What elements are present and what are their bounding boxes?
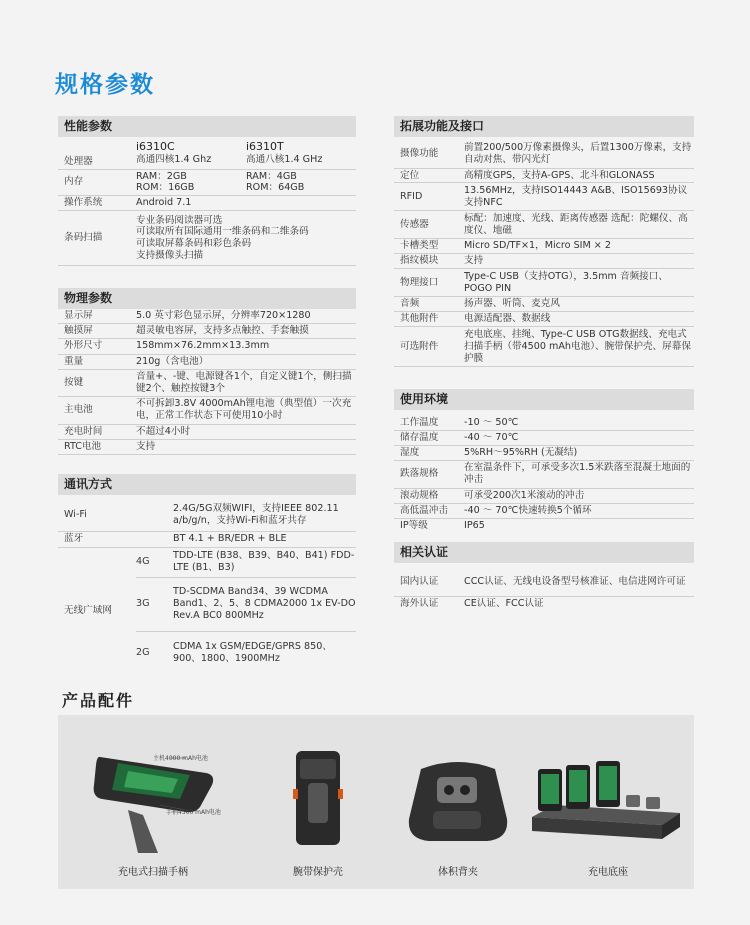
- row-label: 蓝牙: [58, 531, 136, 547]
- row-value: RAM：2GB: [136, 170, 187, 182]
- callout-handle-battery: 手柄4500 mAh电池: [166, 809, 221, 816]
- expansion-section: [394, 116, 694, 367]
- row-value: 5.0 英寸彩色显示屏，分辨率720×1280: [136, 309, 356, 323]
- row-value: 高通八核1.4 GHz: [246, 153, 323, 165]
- row-value: 支持: [136, 439, 356, 454]
- row-label: 充电时间: [58, 424, 136, 439]
- row-value: Type-C USB（支持OTG），3.5mm 音频接口、POGO PIN: [464, 269, 694, 297]
- row-value: 前置200/500万像素摄像头，后置1300万像素，支持自动对焦、带闪光灯: [464, 140, 694, 168]
- row-value: 在室温条件下，可承受多次1.5米跌落至混凝土地面的冲击: [464, 460, 694, 488]
- section-header: 相关认证: [394, 542, 694, 563]
- row-label: 指纹模块: [394, 254, 464, 269]
- row-label: 工作温度: [394, 416, 464, 430]
- communication-section: [58, 474, 356, 675]
- row-value: -40 ～ 70℃快速转换5个循环: [464, 503, 694, 518]
- row-value: 支持: [464, 254, 694, 269]
- row-label: 显示屏: [58, 309, 136, 323]
- row-label: 音频: [394, 297, 464, 312]
- wrist-case-image: [290, 749, 346, 849]
- row-label: 其他附件: [394, 312, 464, 327]
- row-label: RFID: [394, 183, 464, 211]
- row-value: ROM：64GB: [246, 182, 305, 194]
- accessories-title: 产品配件: [62, 691, 135, 710]
- section-header: 通讯方式: [58, 474, 356, 495]
- physical-table: [58, 309, 356, 455]
- row-label: 条码扫描: [58, 211, 136, 266]
- row-value: Android 7.1: [136, 196, 356, 211]
- expansion-table: [394, 140, 694, 367]
- row-value: 不可拆卸3.8V 4000mAh锂电池（典型值）一次充电，正常工作状态下可使用10小时: [136, 396, 356, 424]
- row-label: 滚动规格: [394, 488, 464, 503]
- row-label: 内存: [58, 169, 136, 196]
- callout-main-battery: 主机4000 mAh电池: [153, 755, 208, 762]
- accessories-panel: [58, 715, 694, 889]
- section-header: 性能参数: [58, 116, 356, 137]
- row-value: 扬声器、听筒、麦克风: [464, 297, 694, 312]
- row-label: 触摸屏: [58, 323, 136, 338]
- row-value: Micro SD/TF×1，Micro SIM × 2: [464, 239, 694, 254]
- row-label: 国内认证: [394, 568, 464, 596]
- row-value: IP65: [464, 519, 485, 531]
- row-value: 电源适配器、数据线: [464, 312, 694, 327]
- row-value: 13.56MHz，支持ISO14443 A&B、ISO15693协议支持NFC: [464, 183, 694, 211]
- accessory-label: 腕带保护壳: [293, 867, 343, 878]
- row-label: 外形尺寸: [58, 338, 136, 354]
- model-name: i6310C: [136, 139, 175, 153]
- network-gen: 3G: [136, 577, 173, 631]
- row-value: 210g（含电池）: [136, 354, 356, 369]
- row-label: 海外认证: [400, 597, 439, 609]
- row-value: 支持摄像头扫描: [136, 250, 204, 262]
- row-label: 按键: [58, 369, 136, 396]
- row-value: 5%RH～95%RH (无凝结): [464, 445, 694, 460]
- row-label: 传感器: [394, 211, 464, 239]
- row-value: 充电底座、挂绳、Type-C USB OTG数据线、充电式扫描手柄（带4500 mAh电池）、腕带保护壳、屏幕保护膜: [464, 327, 694, 367]
- row-value: RAM：4GB: [246, 170, 297, 182]
- network-gen: 4G: [136, 547, 173, 577]
- environment-table: [394, 416, 694, 533]
- physical-section: [58, 288, 356, 455]
- row-value: 音量+、-键、电源键各1个，自定义键1个，侧扫描键2个、触控按键3个: [136, 369, 356, 396]
- performance-table: [58, 137, 356, 266]
- row-value: -10 ～ 50℃: [464, 416, 694, 430]
- model-name: i6310T: [246, 139, 284, 153]
- row-value: 高精度GPS，支持A-GPS、北斗和GLONASS: [464, 168, 694, 183]
- row-label: 卡槽类型: [394, 239, 464, 254]
- row-label: 摄像功能: [394, 140, 464, 168]
- row-label: 湿度: [394, 445, 464, 460]
- row-label: 物理接口: [394, 269, 464, 297]
- row-label: RTC电池: [58, 439, 136, 454]
- row-value: 可读取屏幕条码和彩色条码: [136, 238, 252, 250]
- row-label: 操作系统: [58, 196, 136, 211]
- row-label: 无线广域网: [64, 605, 112, 617]
- row-label: 可选附件: [394, 327, 464, 367]
- certification-section: [394, 542, 694, 610]
- row-value: 专业条码阅读器可选: [136, 214, 223, 226]
- row-value: CCC认证、无线电设备型号核准证、电信进网许可证: [464, 568, 694, 596]
- row-label: 储存温度: [394, 430, 464, 445]
- row-value: CDMA 1x GSM/EDGE/GPRS 850、900、1800、1900MHz: [173, 641, 332, 665]
- row-label: Wi-Fi: [58, 499, 136, 531]
- section-header: 使用环境: [394, 389, 694, 410]
- back-clip-image: [403, 759, 513, 845]
- row-label: 处理器: [58, 137, 136, 169]
- row-value: -40 ～ 70℃: [464, 430, 694, 445]
- row-value: CE认证、FCC认证: [464, 597, 544, 609]
- row-label: 重量: [58, 354, 136, 369]
- environment-section: [394, 389, 694, 533]
- communication-table: [58, 499, 356, 675]
- row-value: 可读取所有国际通用一维条码和二维条码: [136, 226, 309, 238]
- performance-section: [58, 116, 356, 266]
- accessory-label: 充电式扫描手柄: [118, 867, 188, 878]
- row-label: 定位: [394, 168, 464, 183]
- row-value: ROM：16GB: [136, 182, 195, 194]
- accessory-label: 充电底座: [588, 867, 628, 878]
- network-gen: 2G: [136, 647, 150, 659]
- row-value: TD-SCDMA Band34、39 WCDMA Band1、2、5、8 CDMA2000 1x EV-DO Rev.A BC0 800MHz: [173, 577, 356, 631]
- row-value: 高通四核1.4 Ghz: [136, 153, 212, 165]
- row-value: 可承受200次1米滚动的冲击: [464, 488, 694, 503]
- row-value: BT 4.1 + BR/EDR + BLE: [173, 531, 356, 547]
- row-label: 高低温冲击: [394, 503, 464, 518]
- row-value: 158mm×76.2mm×13.3mm: [136, 338, 356, 354]
- charging-cradle-image: [528, 755, 688, 851]
- accessory-label: 体积背夹: [438, 867, 478, 878]
- section-header: 物理参数: [58, 288, 356, 309]
- row-value: 超灵敏电容屏，支持多点触控、手套触摸: [136, 323, 356, 338]
- row-label: 主电池: [58, 396, 136, 424]
- page-title: 规格参数: [55, 72, 155, 98]
- row-value: 不超过4小时: [136, 424, 356, 439]
- row-label: 跌落规格: [394, 460, 464, 488]
- row-label: IP等级: [400, 519, 428, 531]
- section-header: 拓展功能及接口: [394, 116, 694, 137]
- row-value: 标配：加速度、光线、距离传感器 选配：陀螺仪、高度仪、地磁: [464, 211, 694, 239]
- certification-table: [394, 568, 694, 610]
- row-value: 2.4G/5G双频WIFI，支持IEEE 802.11 a/b/g/n，支持Wi-Fi和蓝牙共存: [173, 499, 356, 531]
- row-value: TDD-LTE (B38、B39、B40、B41) FDD-LTE (B1、B3): [173, 547, 356, 577]
